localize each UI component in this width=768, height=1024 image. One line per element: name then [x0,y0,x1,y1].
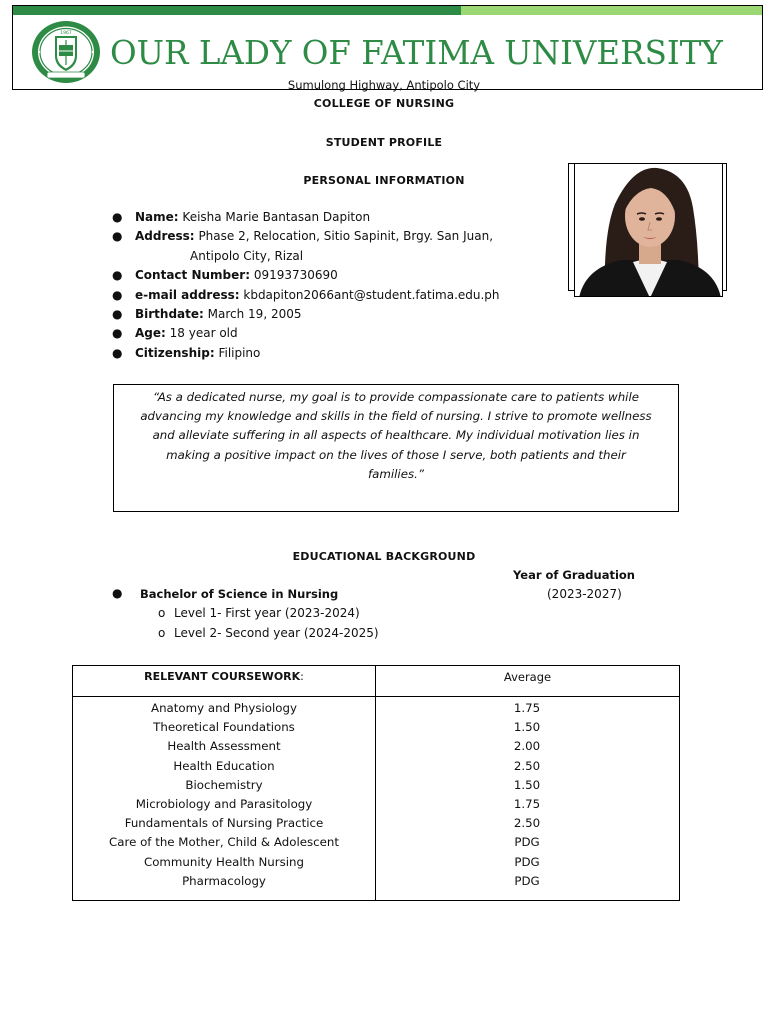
quote-line: families.” [368,466,424,481]
table-row [73,796,679,815]
bullet: ● [112,229,123,244]
average-cell: 2.50 [513,816,541,831]
course-cell: Health Education [173,758,275,773]
portrait-image [575,164,723,297]
list-item [112,344,572,363]
citizenship-value: Filipino [218,345,261,360]
table-row [73,834,679,853]
degree-years: (2023-2027) [547,587,622,601]
age-label: Age: [135,326,166,341]
list-item [112,286,572,305]
level-text: Level 1- First year (2023-2024) [174,606,360,620]
course-cell: Community Health Nursing [143,854,305,869]
list-item [112,208,572,227]
personal-statement [118,388,674,484]
birthdate-value: March 19, 2005 [207,307,302,322]
page-title: STUDENT PROFILE [325,136,443,149]
quote-line: and alleviate suffering in all aspects of healthcare. My individual motivation lies in [152,428,640,443]
degree-name: Bachelor of Science in Nursing [140,587,339,601]
course-cell: Microbiology and Parasitology [135,796,313,811]
table-row [73,815,679,834]
address-value: Phase 2, Relocation, Sitio Sapinit, Brgy. San Juan, [198,229,494,244]
university-address: Sumulong Highway, Antipolo City [287,78,481,92]
coursework-rows [73,700,679,892]
table-divider-horizontal [72,696,680,697]
table-row [73,873,679,892]
quote-line: “As a dedicated nurse, my goal is to provide compassionate care to patients while [153,390,639,404]
quote-line: advancing my knowledge and skills in the field of nursing. I strive to promote wellness [140,409,652,424]
course-cell: Theoretical Foundations [153,720,295,735]
table-header-average: Average [503,670,552,684]
college-heading: COLLEGE OF NURSING [313,97,455,110]
level-text: Level 2- Second year (2024-2025) [174,626,379,640]
list-item [112,227,572,266]
birthdate-label: Birthdate: [135,307,204,322]
course-cell: Fundamentals of Nursing Practice [124,816,324,831]
student-photo [574,163,723,297]
bullet: ● [112,268,123,283]
list-item [112,324,572,343]
course-cell: Biochemistry [185,777,263,792]
course-cell: Anatomy and Physiology [151,701,297,715]
email-value: kbdapiton2066ant@student.fatima.edu.ph [243,287,500,302]
sub-bullet: o [158,626,166,640]
table-row [73,777,679,796]
university-seal-icon [31,20,101,84]
address-value-continued: Antipolo City, Rizal [190,248,304,263]
average-cell: PDG [514,835,540,850]
personal-info-heading: PERSONAL INFORMATION [303,174,465,187]
contact-label: Contact Number: [135,268,250,283]
bullet: ● [112,210,123,224]
list-item [112,266,572,285]
bullet: ● [112,287,123,302]
table-row [73,700,679,719]
bullet: ● [112,586,123,600]
average-cell: 1.50 [513,777,541,792]
list-item [158,606,360,620]
header-bar-dark [13,6,461,15]
age-value: 18 year old [169,326,238,341]
svg-text:1967: 1967 [60,31,72,36]
personal-info-list [112,208,572,363]
table-row [73,738,679,757]
list-item [158,626,379,640]
contact-value: 09193730690 [253,268,338,283]
citizenship-label: Citizenship: [135,345,215,360]
average-cell: 1.50 [513,720,541,735]
course-cell: Health Assessment [167,739,281,754]
average-cell: 1.75 [513,796,541,811]
table-header-course: RELEVANT COURSEWORK: [144,670,304,683]
table-row [73,854,679,873]
bullet: ● [112,326,123,341]
year-of-graduation-label: Year of Graduation [513,568,635,582]
average-cell: PDG [514,854,540,869]
bullet: ● [112,307,123,322]
table-row [73,758,679,777]
email-label: e-mail address: [135,287,240,302]
name-label: Name: [135,210,179,224]
list-item [112,305,572,324]
average-cell: PDG [514,873,540,888]
table-row [73,719,679,738]
course-cell: Care of the Mother, Child & Adolescent [109,835,339,850]
sub-bullet: o [158,606,166,620]
average-cell: 1.75 [513,701,541,715]
average-cell: 2.50 [513,758,541,773]
course-cell: Pharmacology [182,873,266,888]
name-value: Keisha Marie Bantasan Dapiton [182,210,371,224]
university-name: OUR LADY OF FATIMA UNIVERSITY [110,34,723,72]
average-cell: 2.00 [513,739,541,754]
address-label: Address: [135,229,195,244]
bullet: ● [112,345,123,360]
header-bar-light [461,6,762,15]
education-heading: EDUCATIONAL BACKGROUND [292,550,476,563]
quote-line: making a positive impact on the lives of those I serve, both patients and their [166,447,626,462]
